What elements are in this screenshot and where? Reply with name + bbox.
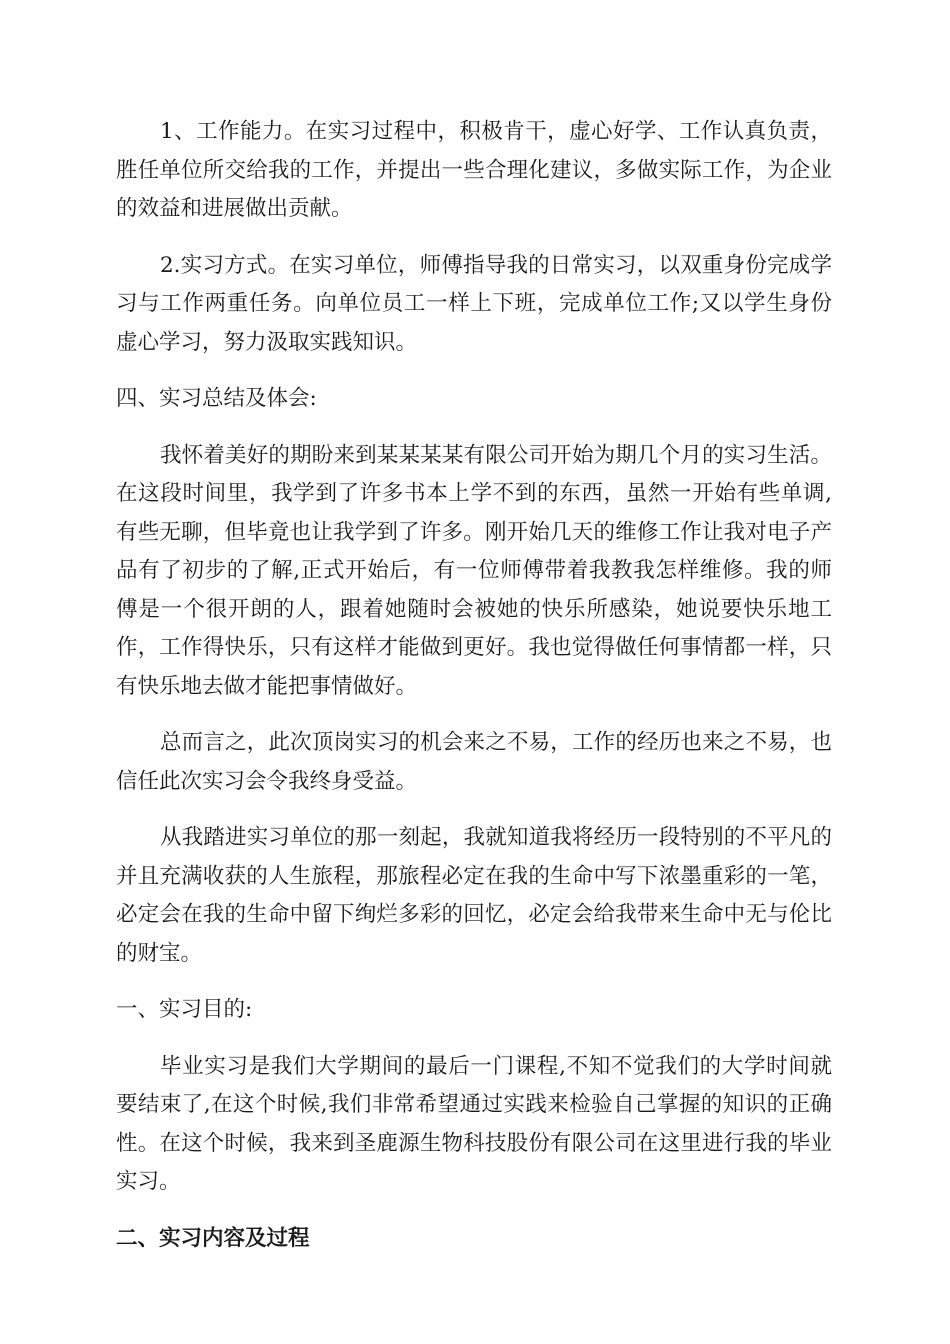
paragraph-purpose: 毕业实习是我们大学期间的最后一门课程,不知不觉我们的大学时间就要结束了,在这个时候,我们非常希望通过实践来检验自己掌握的知识的正确性。在这个时候，我来到圣鹿源生物科技股份有限公司在这里进行我的毕业实习。 <box>116 1053 832 1194</box>
section-heading-summary: 四、实习总结及体会: <box>116 386 317 411</box>
paragraph-internship-method: 2.实习方式。在实习单位，师傅指导我的日常实习，以双重身份完成学习与工作两重任务。向单位员工一样上下班，完成单位工作;又以学生身份虚心学习，努力汲取实践知识。 <box>116 252 832 355</box>
document-page <box>116 113 832 1276</box>
paragraph-journey: 从我踏进实习单位的那一刻起，我就知道我将经历一段特别的不平凡的并且充满收获的人生旅程，那旅程必定在我的生命中写下浓墨重彩的一笔，必定会在我的生命中留下绚烂多彩的回忆，必定会给我带来生命中无与伦比的财宝。 <box>116 825 832 966</box>
paragraph-summary-experience: 我怀着美好的期盼来到某某某某有限公司开始为期几个月的实习生活。在这段时间里，我学到了许多书本上学不到的东西，虽然一开始有些单调,有些无聊，但毕竟也让我学到了许多。刚开始几天的维修工作让我对电子产品有了初步的了解,正式开始后，有一位师傅带着我教我怎样维修。我的师傅是一个很开朗的人，跟着她随时会被她的快乐所感染，她说要快乐地工作，工作得快乐，只有这样才能做到更好。我也觉得做任何事情都一样，只有快乐地去做才能把事情做好。 <box>116 442 832 699</box>
section-heading-purpose: 一、实习目的: <box>116 997 253 1022</box>
paragraph-conclusion: 总而言之，此次顶岗实习的机会来之不易，工作的经历也来之不易，也信任此次实习会令我终身受益。 <box>116 730 832 794</box>
paragraph-work-ability: 1、工作能力。在实习过程中，积极肯干，虚心好学、工作认真负责，胜任单位所交给我的工作，并提出一些合理化建议，多做实际工作，为企业的效益和进展做出贡献。 <box>116 119 832 221</box>
section-heading-content-process: 二、实习内容及过程 <box>116 1225 310 1251</box>
